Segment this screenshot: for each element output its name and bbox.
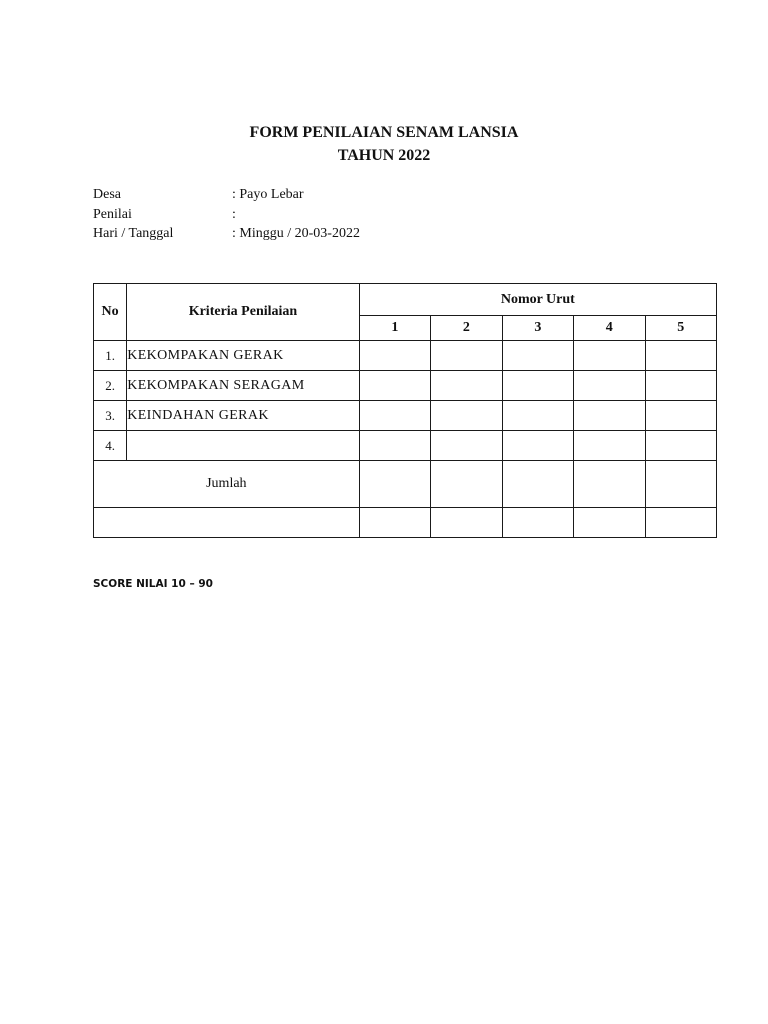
blank-row: [94, 508, 717, 538]
score-cell[interactable]: [502, 401, 573, 431]
total-cell[interactable]: [359, 461, 430, 508]
score-cell[interactable]: [502, 431, 573, 461]
header-criteria: Kriteria Penilaian: [127, 284, 359, 341]
form-title: FORM PENILAIAN SENAM LANSIA: [249, 124, 519, 141]
score-cell[interactable]: [431, 341, 502, 371]
score-cell[interactable]: [645, 401, 717, 431]
header-no: No: [94, 284, 127, 341]
blank-cell[interactable]: [502, 508, 573, 538]
score-cell[interactable]: [359, 341, 430, 371]
total-row: [94, 461, 717, 508]
row-number: 3.: [94, 401, 127, 431]
assessment-table: [93, 283, 717, 538]
total-label: Jumlah: [94, 461, 360, 508]
row-criteria: KEKOMPAKAN GERAK: [127, 341, 359, 371]
score-cell[interactable]: [645, 371, 717, 401]
blank-cell[interactable]: [431, 508, 502, 538]
total-cell[interactable]: [574, 461, 645, 508]
row-number: 2.: [94, 371, 127, 401]
info-value: :: [232, 207, 236, 222]
blank-cell[interactable]: [645, 508, 717, 538]
header-nomor-urut: Nomor Urut: [359, 284, 716, 316]
row-number: 4.: [94, 431, 127, 461]
score-cell[interactable]: [359, 401, 430, 431]
total-cell[interactable]: [431, 461, 502, 508]
row-criteria: [127, 431, 359, 461]
score-cell[interactable]: [431, 401, 502, 431]
row-criteria: KEKOMPAKAN SERAGAM: [127, 371, 359, 401]
score-cell[interactable]: [359, 431, 430, 461]
header-number: 3: [502, 316, 573, 341]
header-number: 2: [431, 316, 502, 341]
score-cell[interactable]: [645, 341, 717, 371]
blank-cell[interactable]: [574, 508, 645, 538]
header-number: 4: [574, 316, 645, 341]
blank-label-cell[interactable]: [94, 508, 360, 538]
info-label: Hari / Tanggal: [93, 226, 174, 241]
info-label: Penilai: [93, 207, 132, 222]
score-cell[interactable]: [431, 371, 502, 401]
score-note: SCORE NILAI 10 – 90: [93, 578, 213, 590]
table-row: [94, 341, 717, 371]
table-row: [94, 431, 717, 461]
score-cell[interactable]: [574, 371, 645, 401]
score-cell[interactable]: [502, 371, 573, 401]
info-value: : Payo Lebar: [232, 187, 304, 202]
score-cell[interactable]: [574, 341, 645, 371]
blank-cell[interactable]: [359, 508, 430, 538]
row-criteria: KEINDAHAN GERAK: [127, 401, 359, 431]
table-row: [94, 401, 717, 431]
table-header-row: [94, 284, 717, 316]
score-cell[interactable]: [574, 401, 645, 431]
header-number: 1: [359, 316, 430, 341]
score-cell[interactable]: [645, 431, 717, 461]
form-year: TAHUN 2022: [337, 147, 431, 164]
row-number: 1.: [94, 341, 127, 371]
score-cell[interactable]: [574, 431, 645, 461]
info-value: : Minggu / 20-03-2022: [232, 226, 360, 241]
score-cell[interactable]: [502, 341, 573, 371]
score-cell[interactable]: [431, 431, 502, 461]
total-cell[interactable]: [645, 461, 717, 508]
table-row: [94, 371, 717, 401]
score-cell[interactable]: [359, 371, 430, 401]
header-number: 5: [645, 316, 717, 341]
info-label: Desa: [93, 187, 121, 202]
total-cell[interactable]: [502, 461, 573, 508]
